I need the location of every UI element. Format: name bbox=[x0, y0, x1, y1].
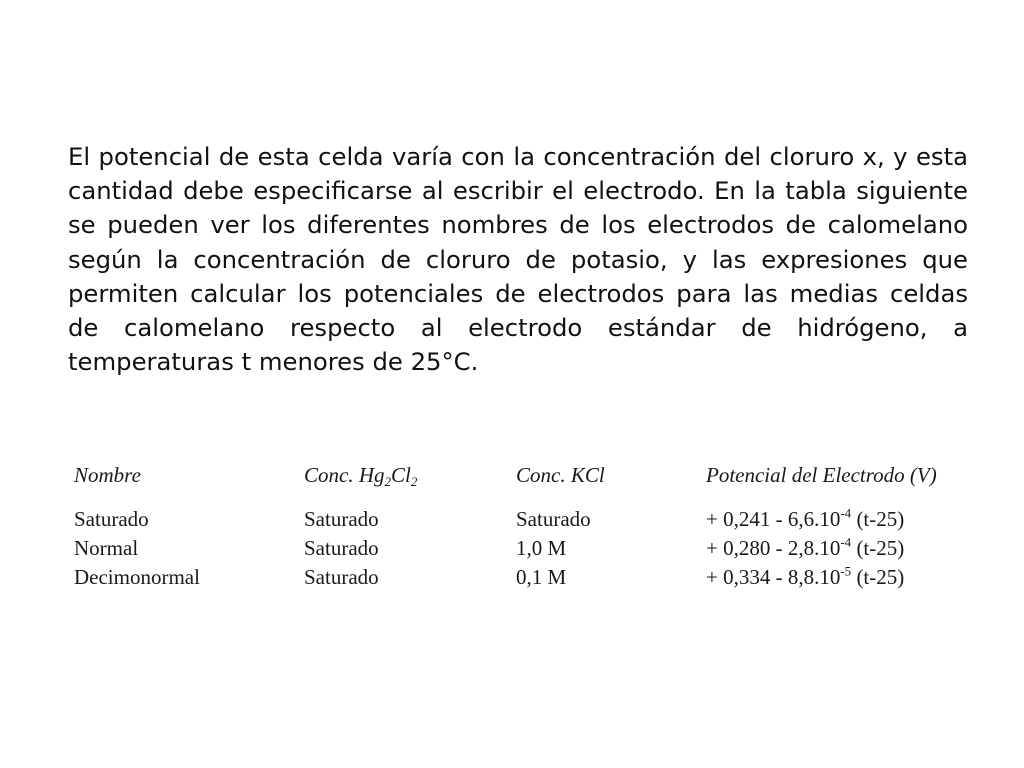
header-conc-hg-sub2: 2 bbox=[410, 473, 418, 489]
potencial-exponent: -4 bbox=[840, 505, 852, 521]
cell-potencial bbox=[706, 507, 994, 532]
potencial-main: + 0,280 - 2,8.10 bbox=[706, 536, 841, 560]
cell-conc-hg2cl2: Saturado bbox=[304, 565, 379, 589]
potencial-exponent: -4 bbox=[840, 534, 852, 550]
header-conc-hg-sub1: 2 bbox=[384, 473, 392, 489]
cell-conc-kcl: 0,1 M bbox=[516, 565, 567, 589]
cell-conc-kcl: 1,0 M bbox=[516, 536, 567, 560]
calomel-electrode-table bbox=[74, 463, 994, 594]
cell-conc-hg2cl2: Saturado bbox=[304, 507, 379, 531]
cell-conc-hg2cl2: Saturado bbox=[304, 536, 379, 560]
cell-nombre: Saturado bbox=[74, 507, 149, 531]
header-potencial: Potencial del Electrodo (V) bbox=[706, 463, 937, 487]
potencial-main: + 0,334 - 8,8.10 bbox=[706, 565, 841, 589]
header-nombre: Nombre bbox=[74, 463, 141, 487]
cell-nombre: Decimonormal bbox=[74, 565, 200, 589]
potencial-exponent: -5 bbox=[840, 563, 852, 579]
table-header-row bbox=[74, 463, 994, 507]
potencial-tail: (t-25) bbox=[851, 565, 905, 589]
header-conc-hg-prefix: Conc. Hg bbox=[304, 463, 385, 487]
intro-paragraph: El potencial de esta celda varía con la concentración del cloruro x, y esta cantidad debe especificarse al escribir el electrodo. En la tabla siguiente se pueden ver los diferentes nombres de los electrodos de calomelano según la concentración de cloruro de potasio, y las expresiones que permiten calcular los potenciales de electrodos para las medias celdas de calomelano respecto al electrodo estándar de hidrógeno, a temperaturas t menores de 25°C. bbox=[68, 142, 968, 377]
table-row bbox=[74, 536, 994, 565]
table-row bbox=[74, 565, 994, 594]
cell-potencial bbox=[706, 536, 994, 561]
potencial-tail: (t-25) bbox=[851, 536, 905, 560]
cell-nombre: Normal bbox=[74, 536, 139, 560]
header-conc-hg-mid: Cl bbox=[391, 463, 411, 487]
header-conc-kcl: Conc. KCl bbox=[516, 463, 605, 487]
potencial-main: + 0,241 - 6,6.10 bbox=[706, 507, 841, 531]
cell-conc-kcl: Saturado bbox=[516, 507, 591, 531]
cell-potencial bbox=[706, 565, 994, 590]
table-row bbox=[74, 507, 994, 536]
potencial-tail: (t-25) bbox=[851, 507, 905, 531]
header-conc-hg2cl2 bbox=[304, 463, 516, 488]
